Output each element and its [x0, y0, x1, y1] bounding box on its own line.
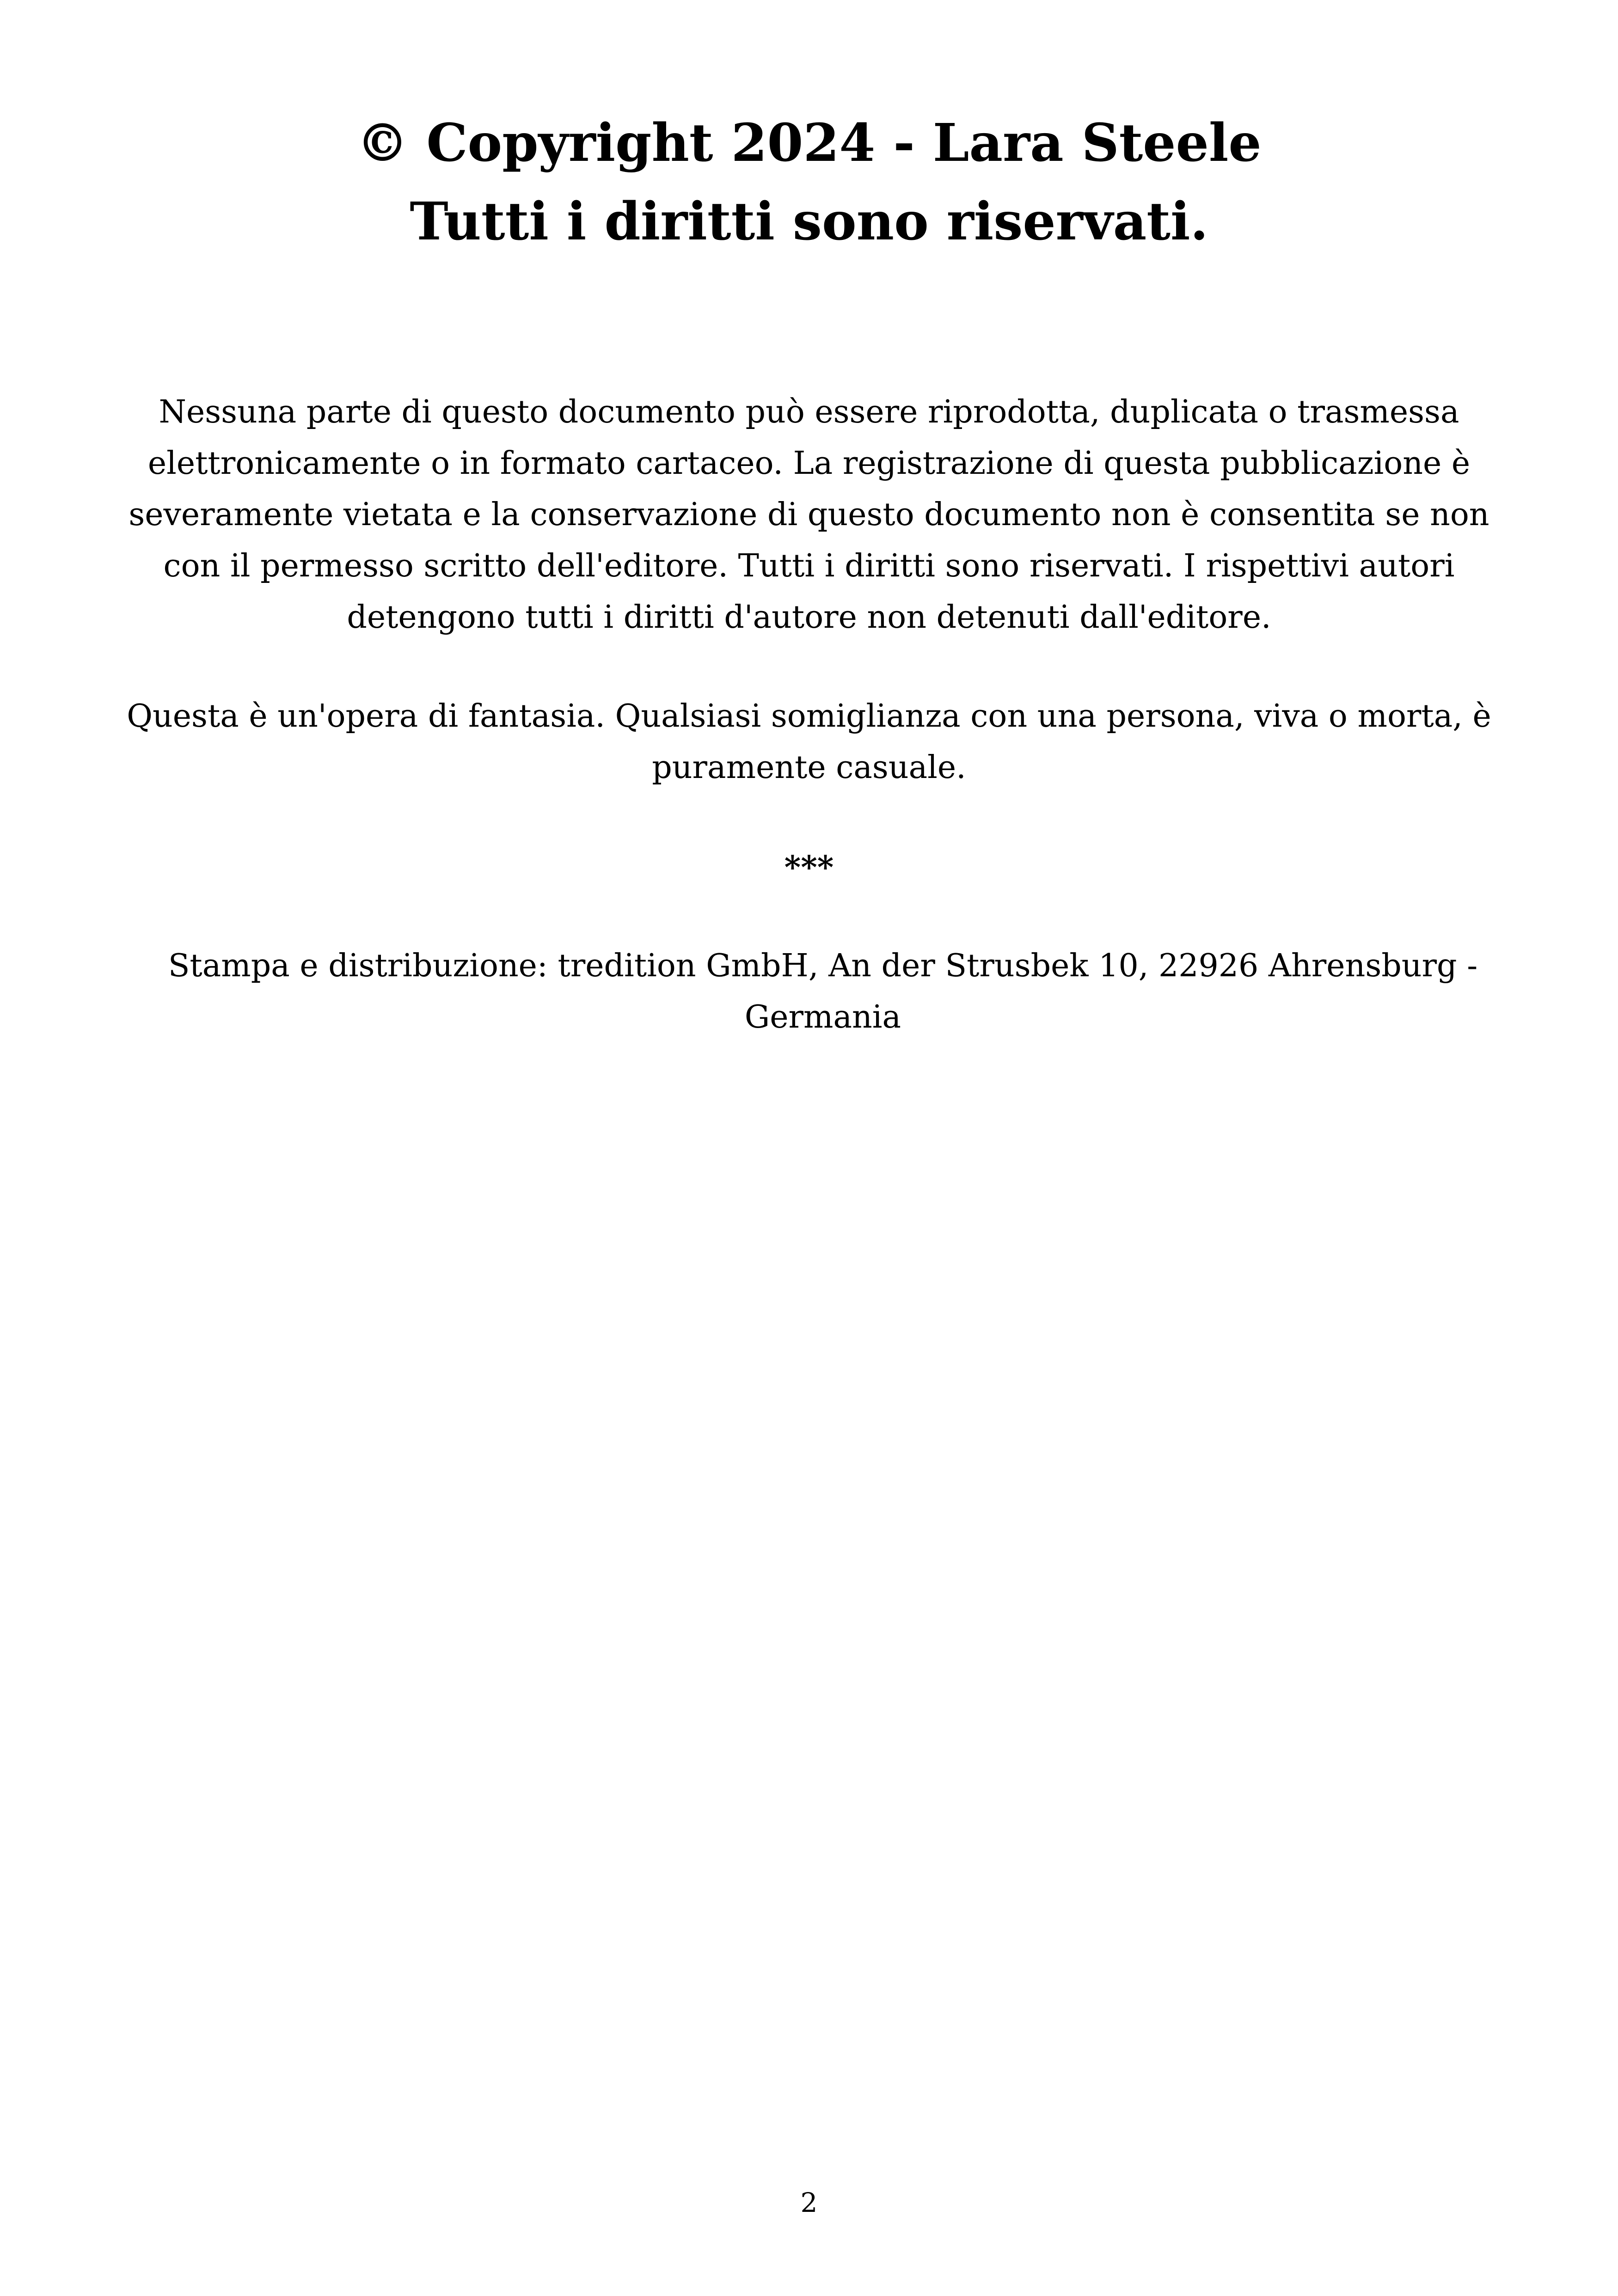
copyright-title [116, 104, 1502, 261]
rights-reserved-line: Tutti i diritti sono riservati. [410, 191, 1208, 252]
fiction-disclaimer-paragraph: Questa è un'opera di fantasia. Qualsiasi somiglianza con una persona, viva o morta, è puramente casuale. [127, 698, 1491, 786]
distribution-info: Stampa e distribuzione: tredition GmbH, An der Strusbek 10, 22926 Ahrensburg - Germania [168, 948, 1478, 1035]
rights-paragraph: Nessuna parte di questo documento può essere riprodotta, duplicata o trasmessa elettronicamente o in formato cartaceo. La registrazione di questa pubblicazione è severamente vietata e la conservazione di questo documento non è consentita se non con il permesso scritto dell'editore. Tutti i diritti sono riservati. I rispettivi autori detengono tutti i diritti d'autore non detenuti dall'editore. [129, 394, 1489, 636]
page-number: 2 [800, 2187, 818, 2218]
section-separator: *** [784, 849, 834, 886]
copyright-line: © Copyright 2024 - Lara Steele [356, 113, 1262, 173]
